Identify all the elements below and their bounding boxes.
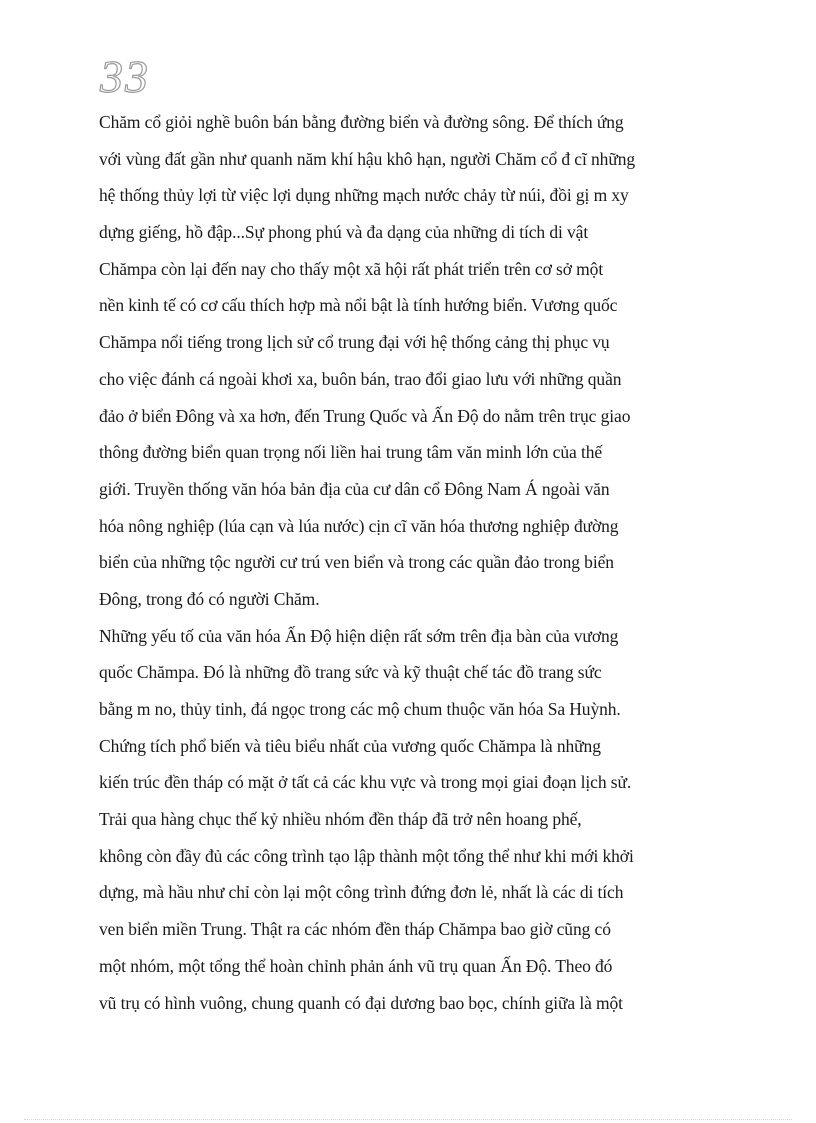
- text-line: dựng, mà hầu như chỉ còn lại một công trình đứng đơn lẻ, nhất là các di tích: [99, 882, 624, 903]
- text-line: bằng m no, thủy tinh, đá ngọc trong các mộ chum thuộc văn hóa Sa Huỳnh.: [99, 699, 621, 719]
- text-line: dựng giếng, hồ đập...Sự phong phú và đa dạng của những di tích di vật: [99, 222, 589, 243]
- text-line: thông đường biển quan trọng nối liền hai trung tâm văn minh lớn của thế: [99, 442, 603, 463]
- text-line: cho việc đánh cá ngoài khơi xa, buôn bán, trao đổi giao lưu với những quần: [99, 368, 622, 389]
- text-line: biển của những tộc người cư trú ven biển và trong các quần đảo trong biển: [99, 552, 614, 573]
- text-line: Đông, trong đó có người Chăm.: [99, 588, 320, 609]
- body-text: [99, 104, 724, 1021]
- text-line: Chămpa nổi tiếng trong lịch sử cổ trung đại với hệ thống cảng thị phục vụ: [99, 332, 610, 353]
- text-line: giới. Truyền thống văn hóa bản địa của cư dân cổ Đông Nam Á ngoài văn: [99, 478, 610, 499]
- text-line: Chăm cổ giỏi nghề buôn bán bằng đường biển và đường sông. Để thích ứng: [99, 112, 624, 132]
- text-line: Chămpa còn lại đến nay cho thấy một xã hội rất phát triển trên cơ sở một: [99, 258, 604, 279]
- page-bottom-divider: [24, 1119, 792, 1120]
- text-line: hóa nông nghiệp (lúa cạn và lúa nước) cịn cĩ văn hóa thương nghiệp đường: [99, 515, 619, 536]
- text-line: Những yếu tố của văn hóa Ấn Độ hiện diện rất sớm trên địa bàn của vương: [99, 625, 619, 646]
- text-line: nền kinh tế có cơ cấu thích hợp mà nổi bật là tính hướng biển. Vương quốc: [99, 295, 618, 316]
- text-line: Chứng tích phổ biến và tiêu biểu nhất của vương quốc Chămpa là những: [99, 735, 601, 756]
- text-line: đảo ở biển Đông và xa hơn, đến Trung Quốc và Ấn Độ do nằm trên trục giao: [99, 405, 631, 426]
- text-line: không còn đầy đủ các công trình tạo lập thành một tổng thể như khi mới khởi: [99, 845, 634, 866]
- text-line: ven biển miền Trung. Thật ra các nhóm đền tháp Chămpa bao giờ cũng có: [99, 919, 611, 940]
- text-line: vũ trụ có hình vuông, chung quanh có đại dương bao bọc, chính giữa là một: [99, 992, 623, 1013]
- text-line: hệ thống thủy lợi từ việc lợi dụng những mạch nước chảy từ núi, đồi gị m xy: [99, 185, 629, 206]
- text-line: quốc Chămpa. Đó là những đồ trang sức và kỹ thuật chế tác đồ trang sức: [99, 662, 602, 683]
- text-line: kiến trúc đền tháp có mặt ở tất cả các khu vực và trong mọi giai đoạn lịch sử.: [99, 772, 632, 793]
- page-number: 33: [100, 51, 150, 102]
- text-line: Trải qua hàng chục thế kỷ nhiều nhóm đền tháp đã trở nên hoang phế,: [99, 809, 582, 830]
- text-line: một nhóm, một tổng thể hoàn chỉnh phản ánh vũ trụ quan Ấn Độ. Theo đó: [99, 955, 613, 976]
- text-line: với vùng đất gần như quanh năm khí hậu khô hạn, người Chăm cổ đ cĩ những: [99, 148, 636, 169]
